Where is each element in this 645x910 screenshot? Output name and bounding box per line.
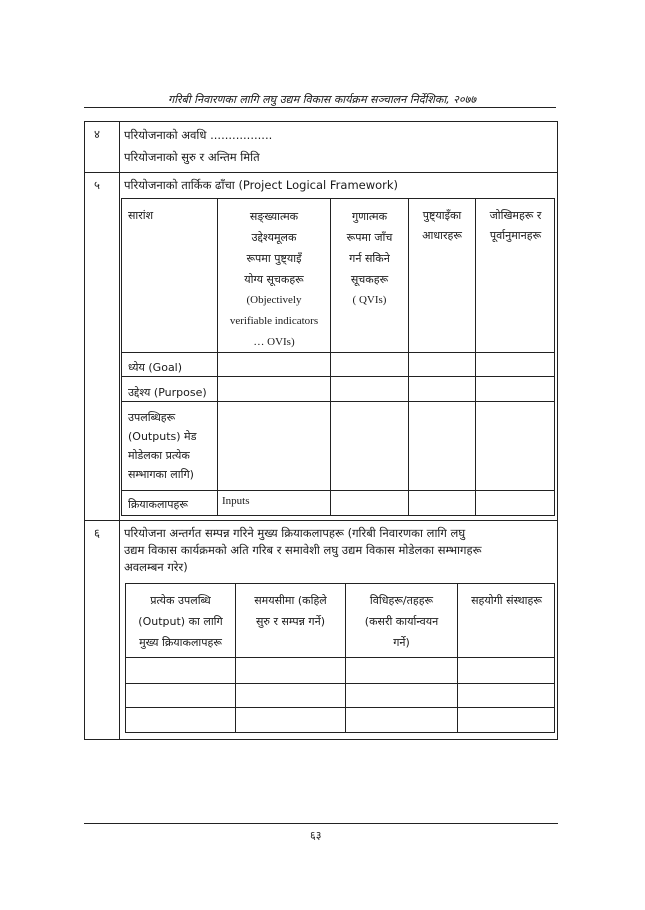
row-6-line-1: परियोजना अन्तर्गत सम्पन्न गरिने मुख्य क्रियाकलापहरू (गरिबी निवारणका लागि लघु: [124, 526, 466, 540]
activities-header-timeline-line: समयसीमा (कहिले: [254, 594, 327, 607]
logframe-header-qvi: [331, 206, 408, 311]
row-4-line-2: परियोजनाको सुरु र अन्तिम मिति: [124, 150, 260, 164]
logframe-row-divider-2: [121, 376, 555, 377]
activities-header-output-line: (Output) का लागि: [138, 615, 223, 628]
logframe-header-ovi-line: योग्य सूचकहरू: [244, 273, 304, 286]
logframe-row-outputs-line: (Outputs) मेड: [128, 430, 197, 443]
logframe-header-qvi-line: रूपमा जाँच: [346, 231, 393, 244]
row-6-line-2: उद्यम विकास कार्यक्रमको अति गरिब र समावेशी लघु उद्यम विकास मोडेलका सम्भागहरू: [124, 543, 482, 557]
logframe-header-verification: [409, 206, 475, 246]
logframe-header-ovi-line: उद्देश्यमूलक: [251, 231, 297, 244]
logframe-row-outputs-line: सम्भागका लागि): [128, 468, 194, 481]
activities-header-timeline-line: सुरु र सम्पन्न गर्ने): [255, 615, 326, 628]
activities-header-output-line: प्रत्येक उपलब्धि: [150, 594, 211, 607]
number-column-divider: [119, 121, 120, 740]
row-divider-5-6: [84, 520, 558, 521]
row-5-title: परियोजनाको तार्किक ढाँचा (Project Logical Framework): [124, 178, 399, 192]
row-6-line-3: अवलम्बन गरेर): [124, 560, 188, 574]
activities-row-divider-1: [125, 657, 555, 658]
activities-header-methods-line: (कसरी कार्यान्वयन: [364, 615, 439, 628]
activities-header-partners-line: सहयोगी संस्थाहरू: [471, 594, 542, 607]
logframe-inputs-label: Inputs: [222, 495, 250, 507]
logframe-row-outputs: [128, 408, 196, 484]
logframe-header-ovi-line: सङ्ख्यात्मक: [249, 210, 299, 223]
activities-header-methods: [346, 590, 457, 653]
logframe-header-verification-line: पुष्ट्याइँका: [422, 209, 462, 222]
activities-header-methods-line: विधिहरू/तहहरू: [369, 594, 434, 607]
logframe-header-summary: सारांश: [128, 209, 154, 222]
row-5-number: ५: [94, 178, 100, 192]
logframe-header-qvi-line: ( QVIs): [352, 294, 387, 306]
logframe-header-ovi: [218, 206, 330, 353]
row-6-number: ६: [94, 526, 100, 540]
activities-row-divider-2: [125, 683, 555, 684]
logframe-header-ovi-line: … OVIs): [253, 336, 295, 348]
logframe-row-activities: क्रियाकलापहरू: [128, 498, 188, 511]
logframe-row-divider-3: [121, 401, 555, 402]
logframe-header-ovi-line: verifiable indicators: [229, 315, 319, 327]
logframe-row-divider-4: [121, 490, 555, 491]
activities-header-partners: [458, 590, 555, 611]
row-divider-4-5: [84, 172, 558, 173]
logframe-header-ovi-line: (Objectively: [246, 294, 302, 306]
logframe-row-outputs-line: मोडेलका प्रत्येक: [128, 449, 190, 462]
activities-header-output: [126, 590, 235, 653]
logframe-row-outputs-line: उपलब्धिहरू: [128, 411, 176, 424]
activities-header-output-line: मुख्य क्रियाकलापहरू: [139, 636, 222, 649]
page-number: ६३: [310, 829, 322, 842]
logframe-header-ovi-line: रूपमा पुष्ट्याइँ: [246, 252, 302, 265]
logframe-header-verification-line: आधारहरू: [422, 229, 462, 242]
row-4-line-1: परियोजनाको अवधि .................: [124, 128, 273, 142]
logframe-header-risks-line: जोखिमहरू र: [489, 209, 542, 222]
activities-header-methods-line: गर्ने): [393, 636, 410, 649]
logframe-header-risks: [476, 206, 555, 246]
running-header-title: गरिबी निवारणका लागि लघु उद्यम विकास कार्यक्रम सञ्चालन निर्देशिका, २०७७: [168, 93, 477, 106]
logframe-header-risks-line: पूर्वानुमानहरू: [489, 229, 542, 242]
logframe-row-purpose: उद्देश्य (Purpose): [128, 386, 207, 399]
activities-row-divider-3: [125, 707, 555, 708]
footer-rule: [84, 823, 558, 824]
row-4-number: ४: [94, 127, 100, 141]
header-rule: [84, 107, 556, 108]
logframe-header-qvi-line: सूचकहरू: [350, 273, 389, 286]
logframe-header-qvi-line: गर्न सकिने: [349, 252, 390, 265]
logframe-row-divider-1: [121, 352, 555, 353]
activities-header-timeline: [236, 590, 345, 632]
logframe-header-qvi-line: गुणात्मक: [351, 210, 388, 223]
logframe-row-goal: ध्येय (Goal): [128, 361, 183, 374]
